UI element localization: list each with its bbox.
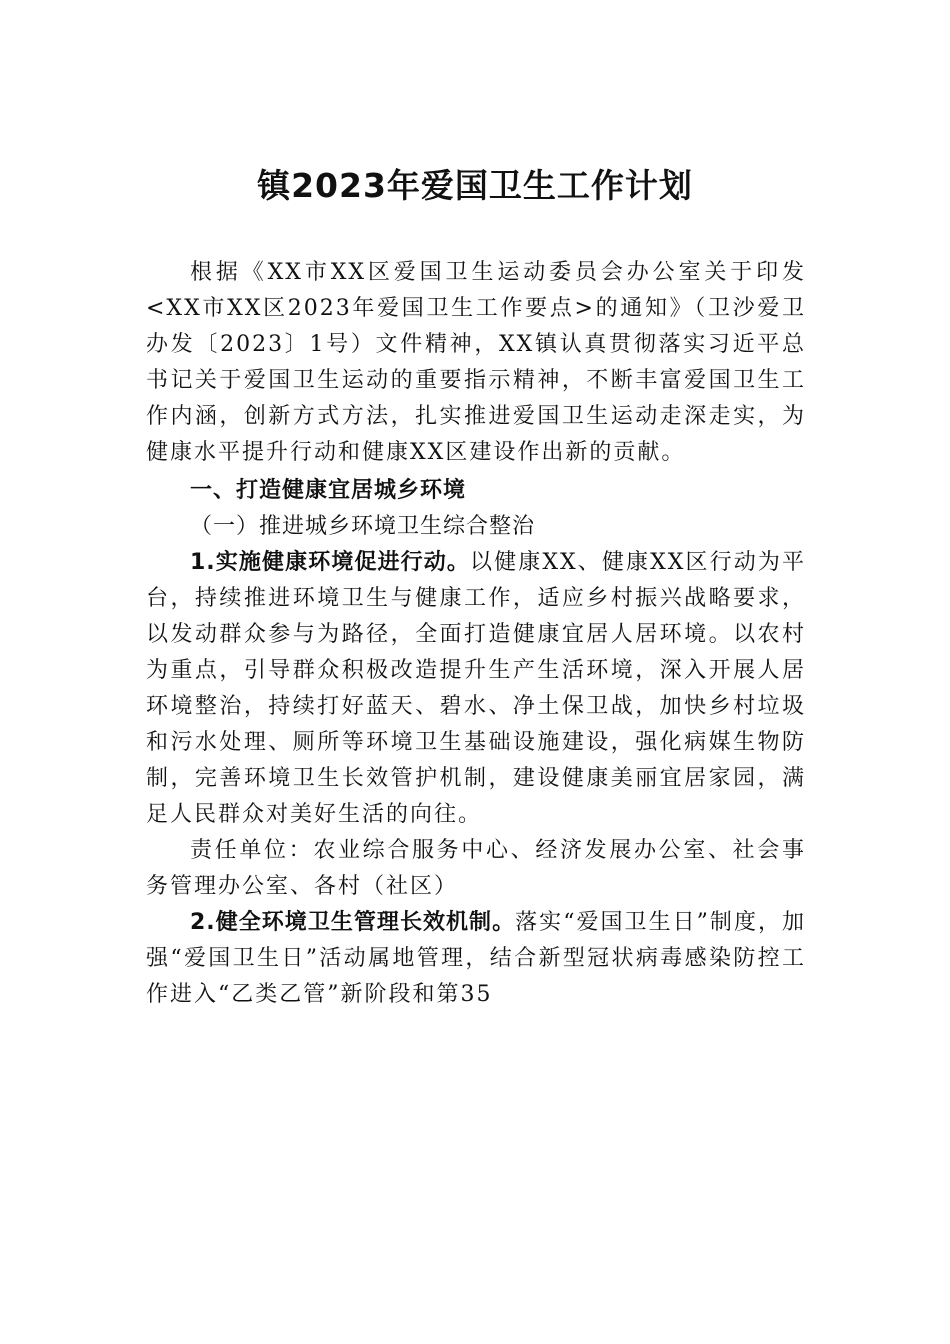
item-1-responsibility: 责任单位：农业综合服务中心、经济发展办公室、社会事务管理办公室、各村（社区）: [146, 838, 806, 899]
document-body: [146, 255, 806, 1013]
subsection-heading: （一）推进城乡环境卫生综合整治: [190, 514, 536, 539]
document-title: 镇2023年爱国卫生工作计划: [257, 166, 693, 205]
item-1-lead: 1.实施健康环境促进行动。: [190, 550, 471, 575]
intro-paragraph: 根据《XX市XX区爱国卫生运动委员会办公室关于印发<XX市XX区2023年爱国卫生工作要点>的通知》（卫沙爱卫办发〔2023〕1号）文件精神，XX镇认真贯彻落实习近平总书记关于爱国卫生运动的重要指示精神，不断丰富爱国卫生工作内涵，创新方式方法，扎实推进爱国卫生运动走深走实，为健康水平提升行动和健康XX区建设作出新的贡献。: [146, 260, 806, 465]
section-heading: 一、打造健康宜居城乡环境: [190, 478, 467, 503]
item-2-lead: 2.健全环境卫生管理长效机制。: [190, 910, 516, 935]
item-2-paragraph: [146, 905, 806, 1013]
item-2-text: 落实“爱国卫生日”制度，加强“爱国卫生日”活动属地管理，结合新型冠状病毒感染防控工作进入“乙类乙管”新阶段和第35: [146, 910, 807, 1007]
item-1-paragraph: [146, 545, 806, 833]
item-1-text: 以健康XX、健康XX区行动为平台，持续推进环境卫生与健康工作，适应乡村振兴战略要求，以发动群众参与为路径，全面打造健康宜居人居环境。以农村为重点，引导群众积极改造提升生产生活环境，深入开展人居环境整治，持续打好蓝天、碧水、净土保卫战，加快乡村垃圾和污水处理、厕所等环境卫生基础设施建设，强化病媒生物防制，完善环境卫生长效管护机制，建设健康美丽宜居家园，满足人民群众对美好生活的向往。: [146, 550, 807, 827]
